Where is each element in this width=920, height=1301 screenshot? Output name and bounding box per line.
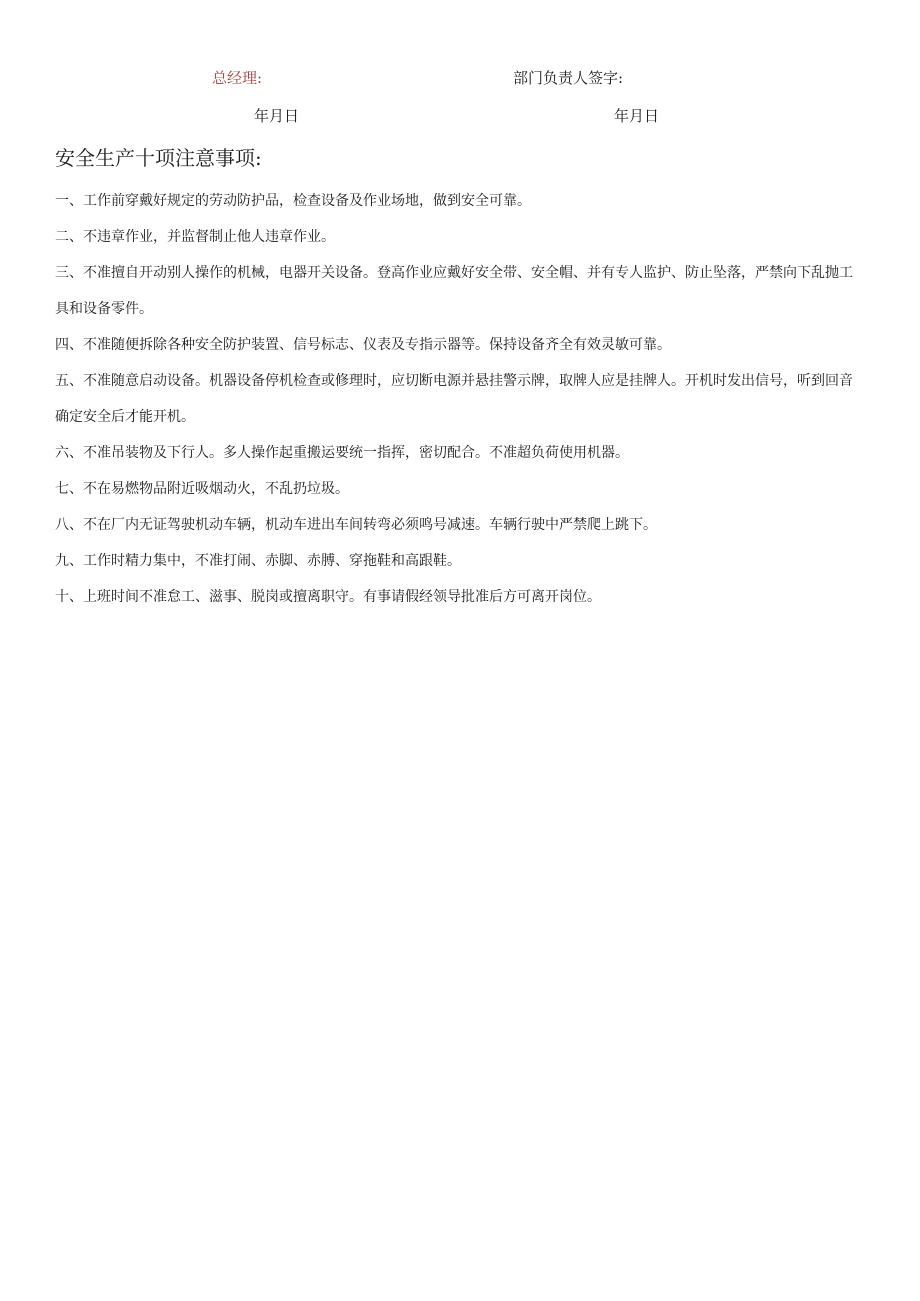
rule-item-2: 二、不违章作业，并监督制止他人违章作业。 xyxy=(55,229,335,245)
rule-item-3: 三、不准擅自开动别人操作的机械，电器开关设备。登高作业应戴好安全带、安全帽、并有专人监护、防止坠落，严禁向下乱抛工具和设备零件。 xyxy=(55,265,853,317)
rule-item-5: 五、不准随意启动设备。机器设备停机检查或修理时，应切断电源并悬挂警示牌，取牌人应是挂牌人。开机时发出信号，听到回音确定安全后才能开机。 xyxy=(55,373,853,425)
rule-item-9: 九、工作时精力集中，不准打闹、赤脚、赤膊、穿拖鞋和高跟鞋。 xyxy=(55,553,461,569)
rule-item-6: 六、不准吊装物及下行人。多人操作起重搬运要统一指挥，密切配合。不准超负荷使用机器。 xyxy=(55,445,629,461)
department-head-signature-label: 部门负责人签字: xyxy=(513,69,624,87)
rule-item-4: 四、不准随便拆除各种安全防护装置、信号标志、仪表及专指示器等。保持设备齐全有效灵敏可靠。 xyxy=(55,337,671,353)
rule-item-8: 八、不在厂内无证驾驶机动车辆，机动车进出车间转弯必须鸣号减速。车辆行驶中严禁爬上跳下。 xyxy=(55,517,657,533)
rule-item-1: 一、工作前穿戴好规定的劳动防护品，检查设备及作业场地，做到安全可靠。 xyxy=(55,193,531,209)
rule-item-10: 十、上班时间不准怠工、滋事、脱岗或擅离职守。有事请假经领导批准后方可离开岗位。 xyxy=(55,589,601,605)
general-manager-label: 总经理: xyxy=(212,69,263,87)
department-head-date: 年月日 xyxy=(614,107,660,125)
safety-rules-list xyxy=(55,183,863,615)
section-title: 安全生产十项注意事项: xyxy=(55,146,262,170)
general-manager-date: 年月日 xyxy=(254,107,300,125)
rule-item-7: 七、不在易燃物品附近吸烟动火，不乱扔垃圾。 xyxy=(55,481,349,497)
